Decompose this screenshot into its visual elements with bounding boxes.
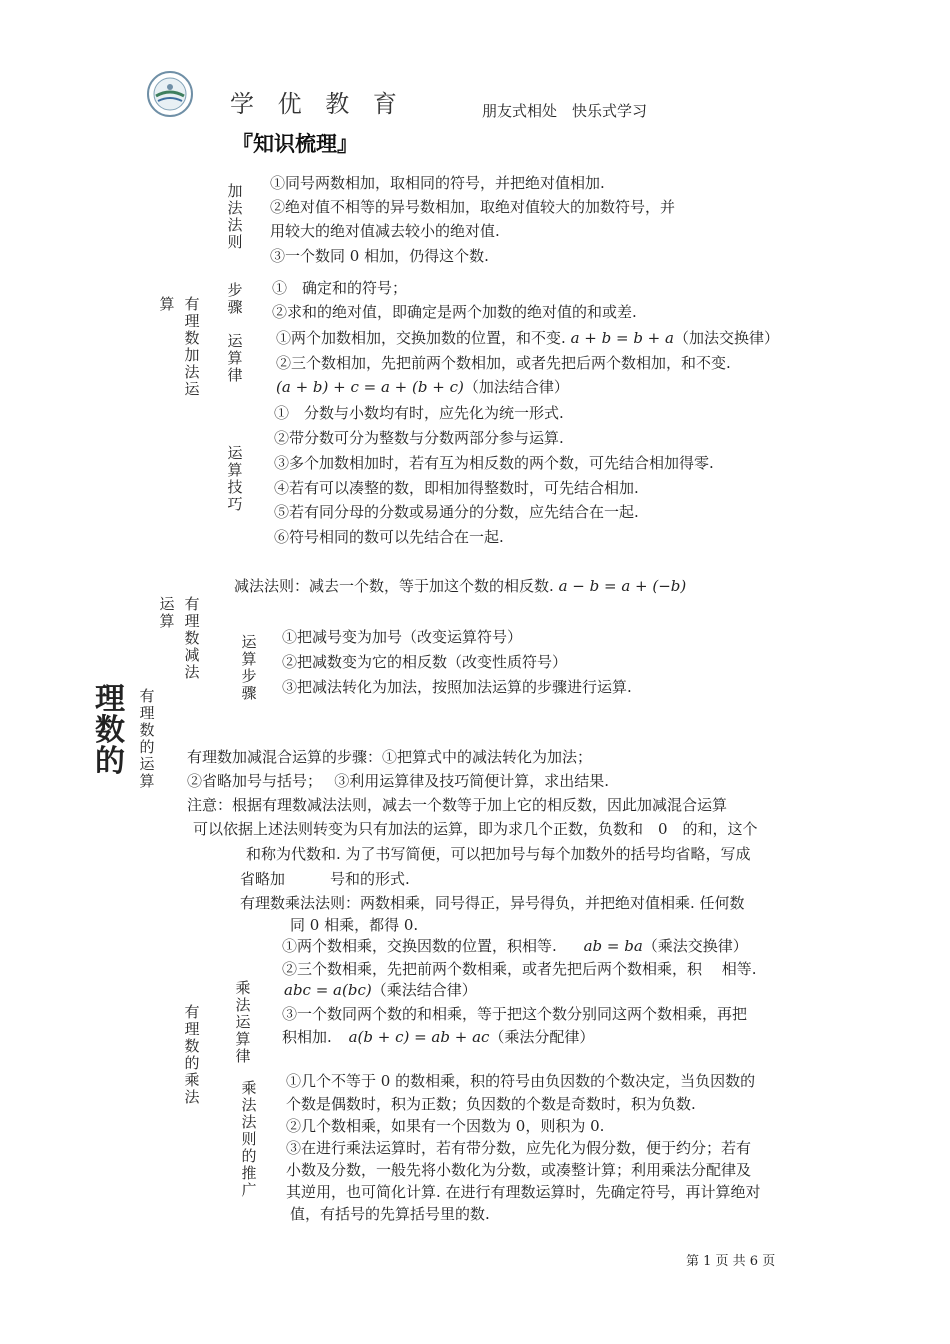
multiplication-rule-line-1: 有理数乘法法则：两数相乘，同号得正，异号得负，并把绝对值相乘. 任何数	[240, 894, 745, 912]
addition-tips-label: 运算技巧	[227, 444, 243, 513]
subtraction-step-3: ③把减法转化为加法，按照加法运算的步骤进行运算.	[282, 678, 632, 696]
side-label-suan: 算	[159, 295, 175, 313]
multiplication-law-3-name: （乘法分配律）	[489, 1028, 595, 1046]
multiplication-ext-6: 其逆用，也可简化计算. 在进行有理数运算时，先确定符号，再计算绝对	[286, 1183, 761, 1201]
mixed-note-line-1: 注意：根据有理数减法法则，减去一个数等于加上它的相反数，因此加减混合运算	[187, 796, 728, 814]
mixed-steps-line-1: 有理数加减混合运算的步骤：①把算式中的减法转化为加法；	[187, 748, 593, 766]
multiplication-law-1-formula: ab = ba	[583, 937, 643, 955]
addition-tip-2: ②带分数可分为整数与分数两部分参与运算.	[274, 429, 564, 447]
addition-tip-1: ① 分数与小数均有时，应先化为统一形式.	[274, 404, 564, 422]
multiplication-ext-4: ③在进行乘法运算时，若有带分数，应先化为假分数，便于约分；若有	[286, 1139, 752, 1157]
mixed-note-line-2: 可以依据上述法则转变为只有加法的运算，即为求几个正数，负数和 0 的和，这个	[193, 820, 758, 838]
addition-law-1-formula: a + b = b + a	[570, 329, 674, 347]
addition-tip-3: ③多个加数相加时，若有互为相反数的两个数，可先结合相加得零.	[274, 454, 714, 472]
slogan: 朋友式相处 快乐式学习	[482, 102, 648, 120]
addition-steps-label: 步骤	[227, 281, 243, 316]
addition-tip-4: ④若有可以凑整的数，即相加得整数时，可先结合相加.	[274, 479, 639, 497]
multiplication-law-2-name: （乘法结合律）	[371, 981, 477, 999]
multiplication-ext-5: 小数及分数，一般先将小数化为分数，或凑整计算；利用乘法分配律及	[286, 1161, 752, 1179]
addition-rules-label: 加法法则	[227, 182, 243, 251]
addition-tip-5: ⑤若有同分母的分数或易通分的分数，应先结合在一起.	[274, 503, 639, 521]
multiplication-law-3-cont	[282, 1025, 594, 1049]
addition-law-commutative	[276, 326, 779, 350]
side-label-yunsuan: 运算	[159, 595, 175, 630]
addition-step-2: ②求和的绝对值，即确定是两个加数的绝对值的和或差.	[272, 303, 637, 321]
side-label-addition: 有理数加法运	[184, 295, 200, 398]
side-label-subtraction: 有理数减法	[184, 595, 200, 681]
subtraction-step-1: ①把减号变为加号（改变运算符号）	[282, 628, 523, 646]
multiplication-ext-7: 值，有括号的先算括号里的数.	[290, 1205, 490, 1223]
brand-name: 学 优 教 育	[230, 90, 405, 118]
addition-rule-2-cont: 用较大的绝对值减去较小的绝对值.	[270, 222, 500, 240]
addition-law-1-name: （加法交换律）	[673, 329, 779, 347]
page-footer: 第 1 页 共 6 页	[686, 1254, 776, 1269]
mixed-steps-line-2: ②省略加号与括号； ③利用运算律及技巧简便计算，求出结果.	[187, 772, 610, 790]
multiplication-law-1	[282, 934, 748, 958]
side-label-multiplication: 有理数的乘法	[184, 1003, 200, 1106]
side-label-operations: 有理数的运算	[139, 687, 155, 790]
subtraction-rule-formula: a − b = a + (−b)	[558, 577, 687, 595]
subtraction-step-2: ②把减数变为它的相反数（改变性质符号）	[282, 653, 568, 671]
subtraction-rule-text: 减法法则：减去一个数，等于加这个数的相反数.	[234, 577, 554, 595]
section-heading: 『知识梳理』	[232, 132, 358, 156]
addition-rule-2: ②绝对值不相等的异号数相加，取绝对值较大的加数符号，并	[270, 198, 676, 216]
multiplication-law-2: ②三个数相乘，先把前两个数相乘，或者先把后两个数相乘，积 相等.	[282, 960, 757, 978]
multiplication-law-3-formula: a(b + c) = ab + ac	[348, 1028, 490, 1046]
multiplication-ext-3: ②几个数相乘，如果有一个因数为 0，则积为 0.	[286, 1117, 605, 1135]
addition-law-2-formula: (a + b) + c = a + (b + c)	[276, 378, 464, 396]
multiplication-ext-2: 个数是偶数时，积为正数；负因数的个数是奇数时，积为负数.	[286, 1095, 696, 1113]
addition-rule-1: ①同号两数相加，取相同的符号，并把绝对值相加.	[270, 174, 605, 192]
addition-rule-3: ③一个数同 0 相加，仍得这个数.	[270, 247, 489, 265]
multiplication-rule-line-2: 同 0 相乘，都得 0.	[290, 916, 419, 934]
mixed-note-line-4: 省略加 号和的形式.	[240, 870, 410, 888]
multiplication-law-1-text: ①两个数相乘，交换因数的位置，积相等.	[282, 937, 557, 955]
addition-tip-6: ⑥符号相同的数可以先结合在一起.	[274, 528, 504, 546]
addition-law-1-text: ①两个加数相加，交换加数的位置，和不变.	[276, 329, 566, 347]
addition-step-1: ① 确定和的符号；	[272, 279, 408, 297]
addition-law-associative	[276, 375, 569, 399]
addition-law-2: ②三个数相加，先把前两个数相加，或者先把后两个数相加，和不变.	[276, 354, 731, 372]
multiplication-law-1-name: （乘法交换律）	[642, 937, 748, 955]
subtraction-rule	[234, 574, 686, 598]
multiplication-law-3-text: 积相加.	[282, 1028, 332, 1046]
addition-laws-label: 运算律	[227, 332, 243, 384]
multiplication-law-2-formula-line	[284, 978, 477, 1002]
subtraction-steps-label: 运算步骤	[241, 633, 257, 702]
big-side-title: 理数的	[95, 682, 125, 779]
school-seal-logo	[146, 70, 194, 118]
multiplication-ext-label: 乘法法则的推广	[241, 1079, 257, 1199]
mixed-note-line-3: 和称为代数和. 为了书写简便，可以把加号与每个加数外的括号均省略，写成	[246, 845, 751, 863]
multiplication-ext-1: ①几个不等于 0 的数相乘，积的符号由负因数的个数决定，当负因数的	[286, 1072, 756, 1090]
multiplication-laws-label: 乘法运算律	[235, 979, 251, 1065]
multiplication-law-2-formula: abc = a(bc)	[284, 981, 372, 999]
addition-law-2-name: （加法结合律）	[463, 378, 569, 396]
multiplication-law-3: ③一个数同两个数的和相乘，等于把这个数分别同这两个数相乘，再把	[282, 1005, 748, 1023]
